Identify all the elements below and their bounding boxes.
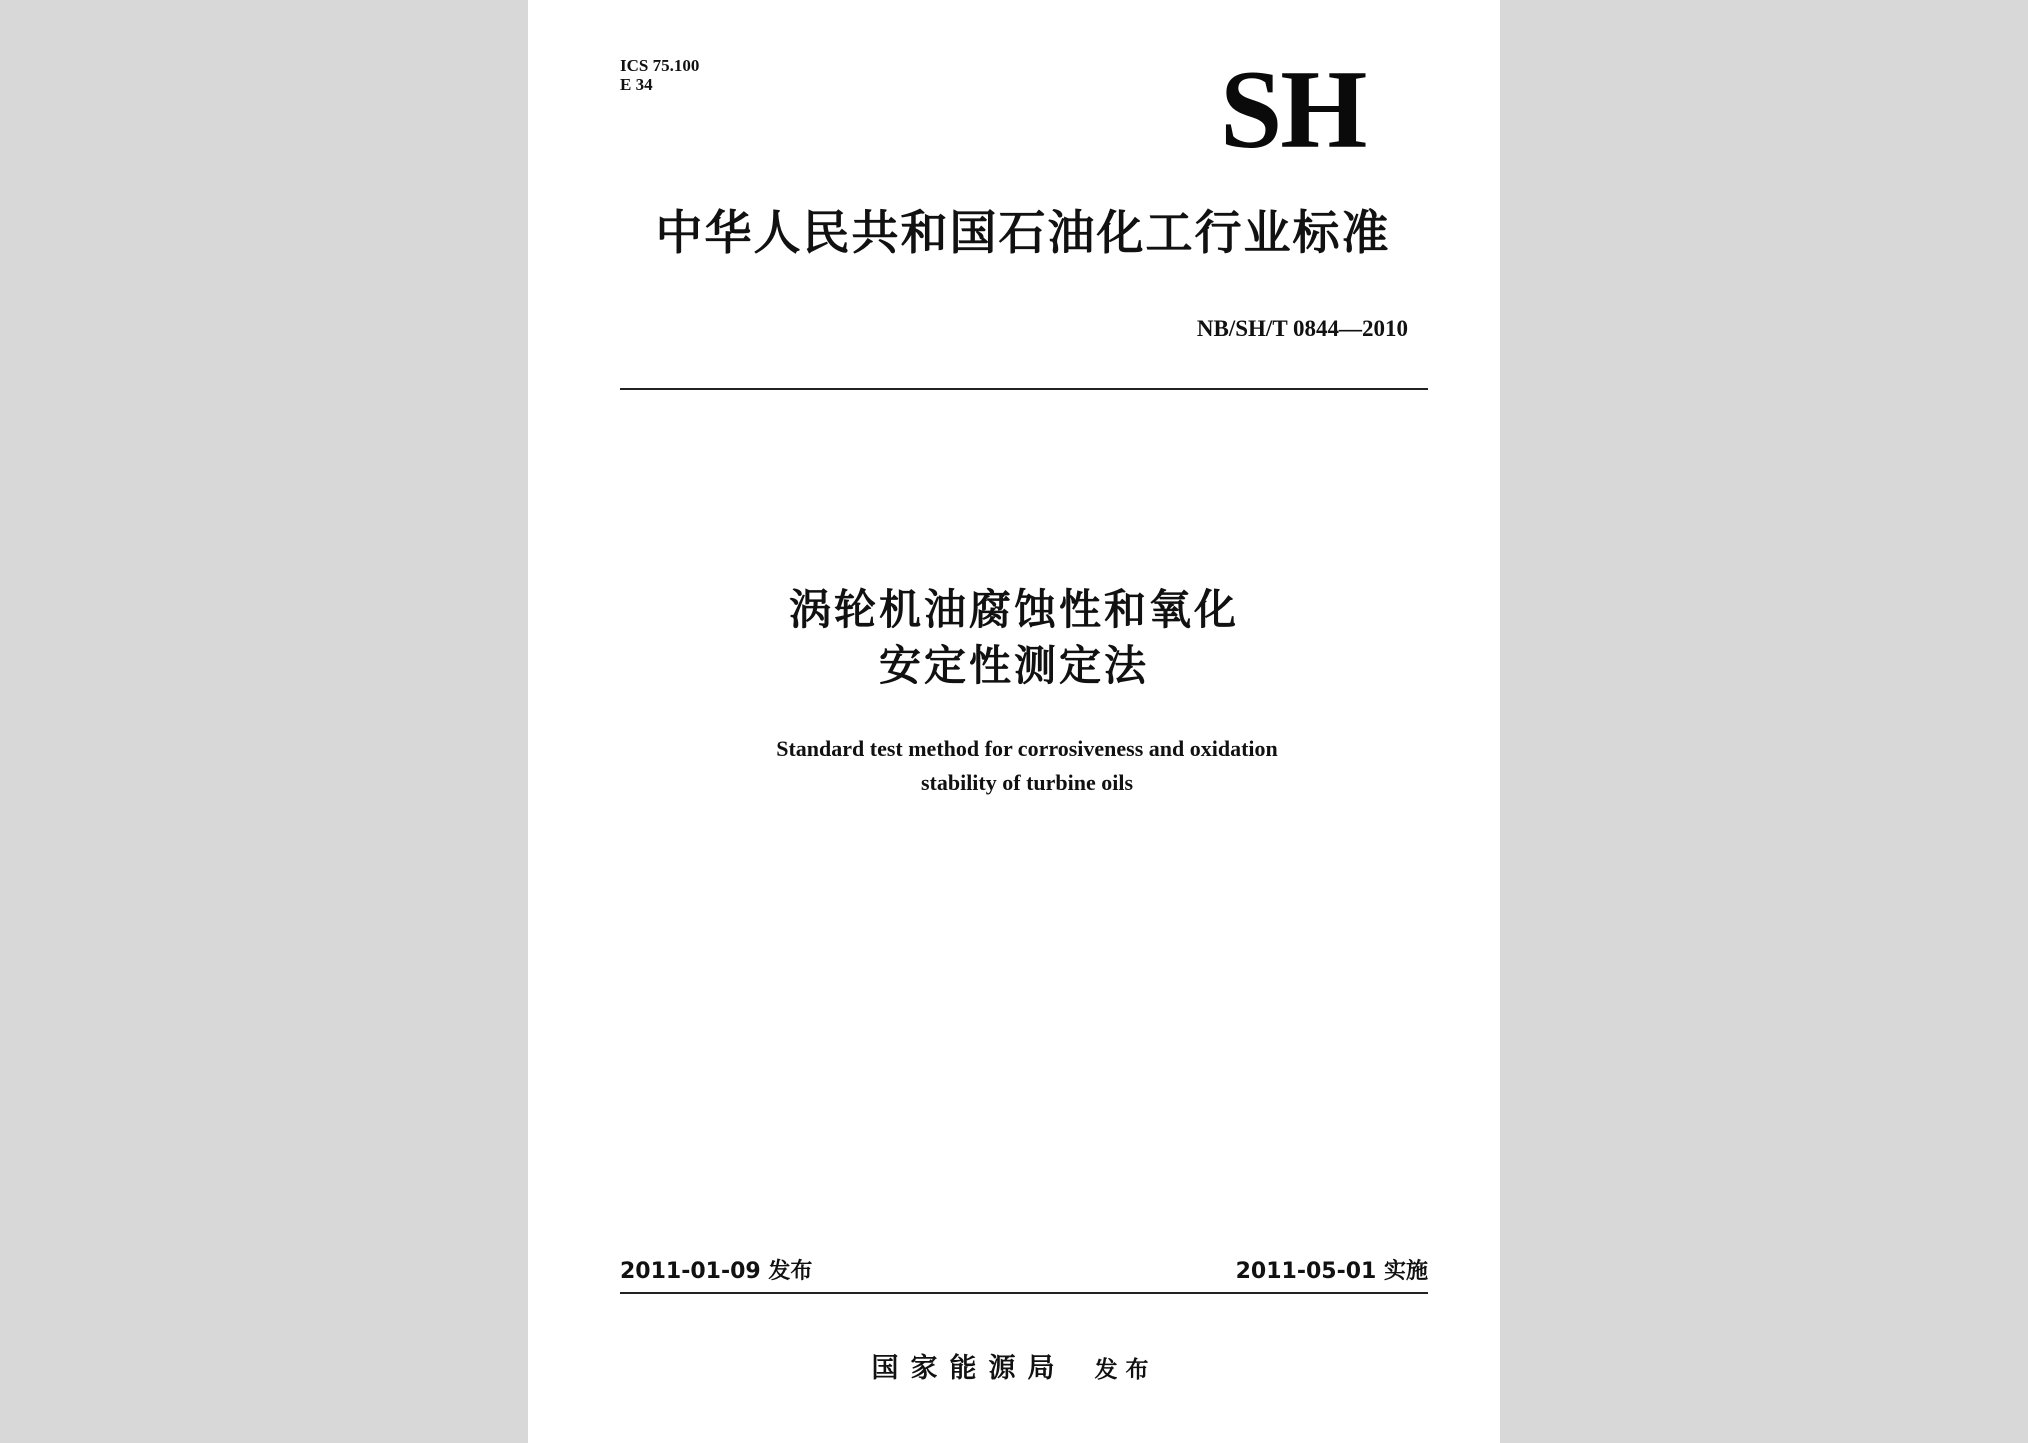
issuer-line	[528, 1352, 1500, 1387]
class-code: E 34	[620, 75, 653, 94]
release-date: 2011-01-09 发布	[620, 1259, 813, 1284]
footer-divider	[620, 1292, 1428, 1294]
industry-title: 中华人民共和国石油化工行业标准	[655, 206, 1391, 261]
header-divider	[620, 388, 1428, 390]
title-chinese-line-1: 涡轮机油腐蚀性和氧化	[788, 585, 1239, 634]
document-page	[528, 0, 1500, 1443]
standard-number: NB/SH/T 0844—2010	[1196, 316, 1408, 341]
classification-codes	[620, 56, 699, 94]
title-english	[528, 732, 1500, 800]
ics-code: ICS 75.100	[620, 56, 700, 75]
title-english-line-1: Standard test method for corrosiveness and oxidation	[776, 736, 1278, 761]
issuer-name: 国家能源局	[871, 1353, 1067, 1384]
effective-date: 2011-05-01 实施	[1235, 1259, 1428, 1284]
title-chinese-line-2: 安定性测定法	[878, 641, 1149, 690]
title-english-line-2: stability of turbine oils	[920, 770, 1134, 795]
sh-logo: SH	[1220, 48, 1366, 172]
title-chinese	[528, 582, 1500, 694]
issue-verb: 发布	[1094, 1357, 1157, 1383]
